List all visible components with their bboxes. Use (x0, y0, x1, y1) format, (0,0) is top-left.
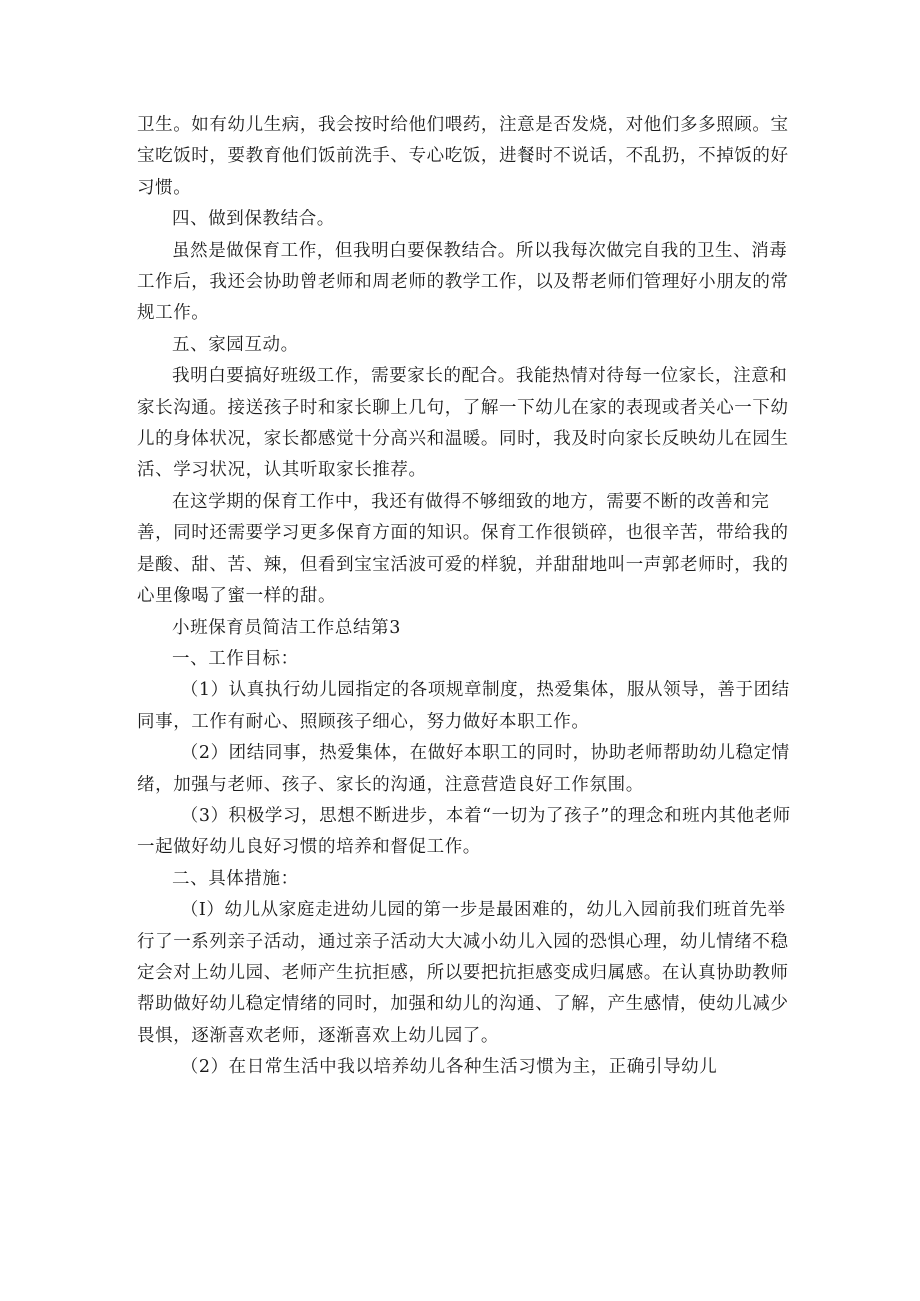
goal-item-3: （3）积极学习，思想不断进步，本着“一切为了孩子”的理念和班内其他老师一起做好幼儿良好习惯的培养和督促工作。 (137, 805, 791, 858)
document-section-title: 小班保育员简洁工作总结第3 (172, 617, 401, 638)
section-heading-goals: 一、工作目标： (172, 648, 299, 669)
measure-item-1: （I）幼儿从家庭走进幼儿园的第一步是最困难的，幼儿入园前我们班首先举行了一系列亲子活动，通过亲子活动大大减小幼儿入园的恐惧心理，幼儿情绪不稳定会对上幼儿园、老师产生抗拒感，所以要把抗拒感变成归属感。在认真协助教师帮助做好幼儿稳定情绪的同时，加强和幼儿的沟通、了解，产生感情，使幼儿减少畏惧，逐渐喜欢老师，逐渐喜欢上幼儿园了。 (137, 900, 789, 1046)
measure-item-2: （2）在日常生活中我以培养幼儿各种生活习惯为主，正确引导幼儿 (180, 1057, 718, 1078)
section-heading-5: 五、家园互动。 (172, 334, 299, 355)
paragraph-reflection: 在这学期的保育工作中，我还有做得不够细致的地方，需要不断的改善和完善，同时还需要学习更多保育方面的知识。保育工作很锁碎，也很辛苦，带给我的是酸、甜、苦、辣，但看到宝宝活波可爱的样貌，并甜甜地叫一声郭老师时，我的心里像喝了蜜一样的甜。 (137, 491, 789, 607)
section-heading-4: 四、做到保教结合。 (172, 209, 335, 230)
paragraph-parents: 我明白要搞好班级工作，需要家长的配合。我能热情对待每一位家长，注意和家长沟通。接送孩子时和家长聊上几句，了解一下幼儿在家的表现或者关心一下幼儿的身体状况，家长都感觉十分高兴和温暖。同时，我及时向家长反映幼儿在园生活、学习状况，认其听取家长推荐。 (137, 366, 789, 481)
paragraph-hygiene-continued: 卫生。如有幼儿生病，我会按时给他们喂药，注意是否发烧，对他们多多照顾。宝宝吃饭时，要教育他们饭前洗手、专心吃饭，进餐时不说话，不乱扔，不掉饭的好习惯。 (137, 115, 789, 198)
goal-item-2: （2）团结同事，热爱集体，在做好本职工的同时，协助老师帮助幼儿稳定情绪，加强与老师、孩子、家长的沟通，注意营造良好工作氛围。 (137, 743, 790, 795)
goal-item-1: （1）认真执行幼儿园指定的各项规章制度，热爱集体，服从领导，善于团结同事，工作有耐心、照顾孩子细心，努力做好本职工作。 (137, 680, 790, 732)
section-heading-measures: 二、具体措施： (172, 868, 299, 889)
paragraph-care-education: 虽然是做保育工作，但我明白要保教结合。所以我每次做完自我的卫生、消毒工作后，我还会协助曾老师和周老师的教学工作，以及帮老师们管理好小朋友的常规工作。 (137, 240, 789, 324)
